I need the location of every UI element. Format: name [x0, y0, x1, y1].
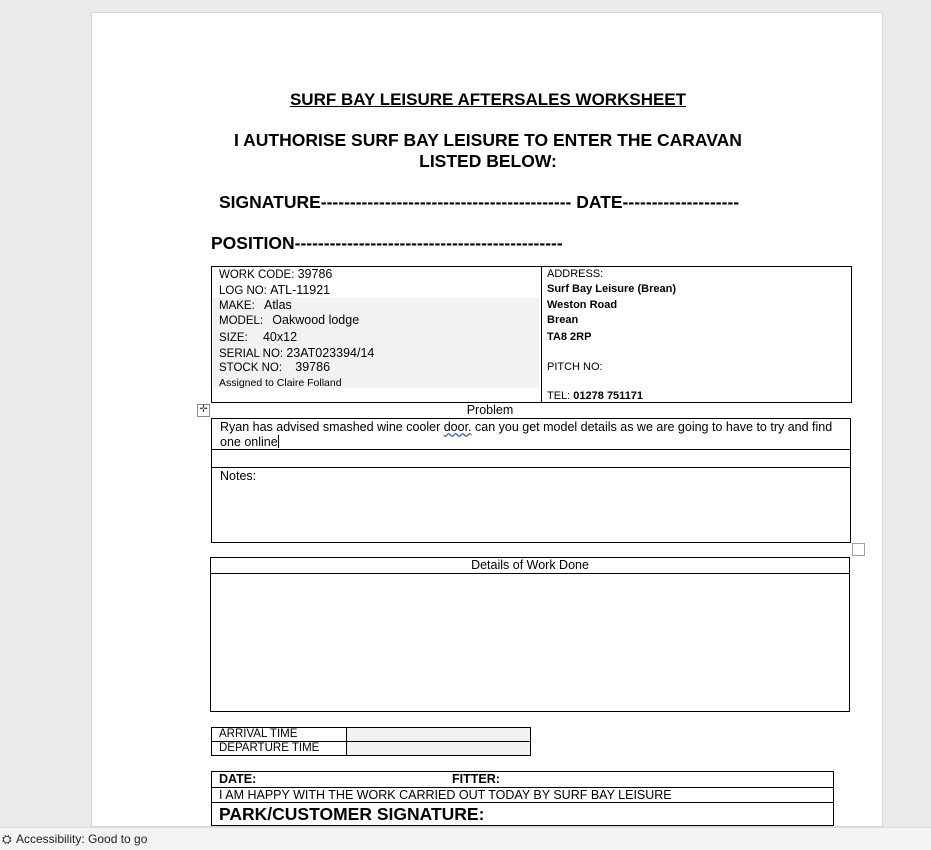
size-row — [219, 330, 297, 344]
model-row — [219, 313, 359, 327]
serial-value: 23AT023394/14 — [286, 346, 375, 360]
caravan-info-table[interactable] — [211, 266, 852, 403]
row-divider — [212, 449, 850, 450]
address-label: ADDRESS: — [547, 268, 604, 280]
work-code-value: 39786 — [297, 267, 333, 281]
worksheet-title: SURF BAY LEISURE AFTERSALES WORKSHEET — [289, 90, 687, 109]
log-no-row — [219, 283, 330, 297]
problem-description[interactable] — [220, 420, 842, 450]
log-no-value: ATL-11921 — [270, 283, 331, 297]
assigned-to: Assigned to Claire Folland — [219, 377, 342, 389]
arrival-time-label: ARRIVAL TIME — [219, 728, 298, 740]
work-code-row — [219, 267, 332, 281]
caravan-details-cell[interactable] — [212, 267, 542, 402]
model-value: Oakwood lodge — [272, 313, 360, 327]
problem-header: Problem — [466, 403, 514, 417]
serial-row — [219, 346, 374, 360]
model-label: MODEL: — [219, 315, 264, 327]
departure-time-label: DEPARTURE TIME — [219, 742, 320, 754]
work-code-label: WORK CODE: — [219, 269, 295, 281]
row-divider — [212, 741, 530, 742]
stock-value: 39786 — [295, 360, 331, 374]
address-postcode: TA8 2RP — [547, 331, 592, 343]
stock-row — [219, 360, 330, 374]
authorisation-line-2: LISTED BELOW: — [419, 151, 557, 171]
arrival-time-value-cell[interactable] — [347, 728, 530, 741]
problem-text-flagged-word[interactable]: door. — [443, 420, 472, 434]
work-done-table[interactable] — [210, 557, 850, 712]
signature-date-line: SIGNATURE------------------------------------------- DATE-------------------- — [219, 192, 740, 212]
notes-label: Notes: — [220, 469, 257, 483]
satisfaction-statement: I AM HAPPY WITH THE WORK CARRIED OUT TODAY BY SURF BAY LEISURE — [219, 788, 672, 802]
tel-value: 01278 751171 — [573, 390, 644, 402]
address-line-3: Brean — [547, 314, 579, 326]
authorisation-statement — [202, 130, 774, 172]
make-row — [219, 298, 292, 312]
size-value: 40x12 — [262, 330, 298, 344]
table-move-handle-icon[interactable]: ✛ — [197, 404, 210, 417]
telephone-row — [547, 390, 643, 402]
date-label: DATE: — [219, 772, 257, 786]
serial-label: SERIAL NO: — [219, 348, 284, 360]
problem-text-start: Ryan has advised smashed wine cooler — [220, 420, 444, 434]
tel-label: TEL: — [547, 390, 571, 402]
time-table[interactable] — [211, 727, 531, 756]
accessibility-status[interactable]: Accessibility: Good to go — [16, 832, 148, 846]
stock-label: STOCK NO: — [219, 362, 283, 374]
log-no-label: LOG NO: — [219, 285, 267, 297]
customer-signature-label: PARK/CUSTOMER SIGNATURE: — [219, 804, 485, 824]
make-label: MAKE: — [219, 300, 255, 312]
departure-time-value-cell[interactable] — [347, 742, 530, 755]
document-page[interactable] — [91, 12, 883, 827]
row-divider — [212, 802, 833, 803]
status-bar — [0, 827, 931, 850]
table-resize-handle[interactable] — [852, 543, 865, 556]
accessibility-icon[interactable]: ⛭ — [2, 832, 12, 846]
make-value: Atlas — [264, 298, 292, 312]
problem-table[interactable] — [211, 418, 851, 543]
work-done-header: Details of Work Done — [211, 558, 849, 574]
authorisation-line-1: I AUTHORISE SURF BAY LEISURE TO ENTER THE CARAVAN — [234, 130, 742, 150]
address-line-2: Weston Road — [547, 299, 618, 311]
signoff-table[interactable] — [211, 771, 834, 826]
address-cell[interactable] — [547, 267, 847, 402]
position-line: POSITION---------------------------------------------- — [211, 233, 563, 253]
size-label: SIZE: — [219, 332, 248, 344]
text-cursor — [278, 435, 279, 448]
problem-text-end: can you get model details as we are going to have to try and find one online — [220, 420, 833, 449]
pitch-no-label: PITCH NO: — [547, 361, 603, 373]
address-line-1: Surf Bay Leisure (Brean) — [547, 283, 676, 295]
fitter-label: FITTER: — [452, 772, 500, 786]
row-divider — [212, 467, 850, 468]
